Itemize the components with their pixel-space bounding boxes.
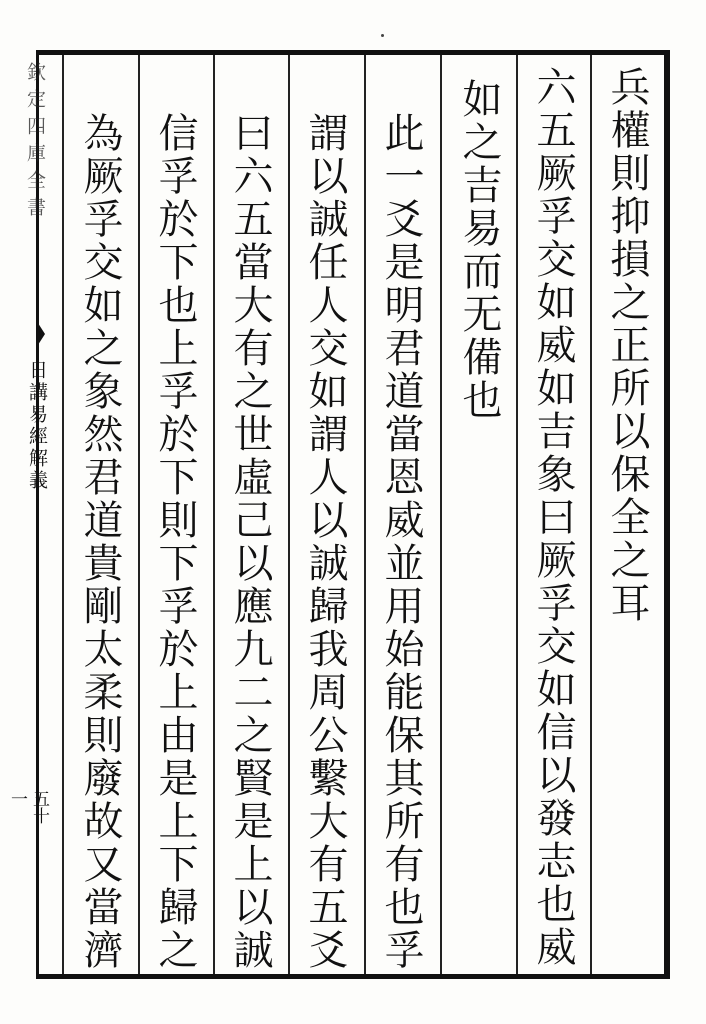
text-column-6: 曰六五當大有之世虛己以應九二之賢是上以誠 xyxy=(227,112,273,972)
column-rule xyxy=(590,55,592,974)
text-column-7: 信孚於下也上孚於下則下孚於上由是上下歸之 xyxy=(152,112,198,972)
text-column-3: 如之吉易而无備也 xyxy=(456,78,502,422)
gutter-page-number: 五十一 xyxy=(7,790,49,824)
text-column-8: 為厥孚交如之象然君道貴剛太柔則廢故又當濟 xyxy=(77,112,123,972)
gutter-book-title: 日講易經解義 xyxy=(26,360,48,492)
text-column-2: 六五厥孚交如威如吉象曰厥孚交如信以發志也威 xyxy=(530,66,576,969)
text-column-5: 謂以誠任人交如謂人以誠歸我周公繫大有五爻 xyxy=(302,112,348,972)
column-rule xyxy=(364,55,366,974)
border-top xyxy=(36,50,670,55)
border-right xyxy=(664,50,670,979)
column-rule xyxy=(62,55,64,974)
column-rule xyxy=(138,55,140,974)
fish-tail-mark xyxy=(36,320,45,348)
column-rule xyxy=(213,55,215,974)
text-column-4: 此一爻是明君道當恩威並用始能保其所有也孚 xyxy=(378,112,424,972)
column-rule xyxy=(516,55,518,974)
gutter-collection-title: 欽定四庫全書 xyxy=(24,62,46,224)
text-column-1: 兵權則抑損之正所以保全之耳 xyxy=(604,66,650,625)
column-rule xyxy=(440,55,442,974)
ink-speck xyxy=(381,34,384,37)
column-rule xyxy=(288,55,290,974)
